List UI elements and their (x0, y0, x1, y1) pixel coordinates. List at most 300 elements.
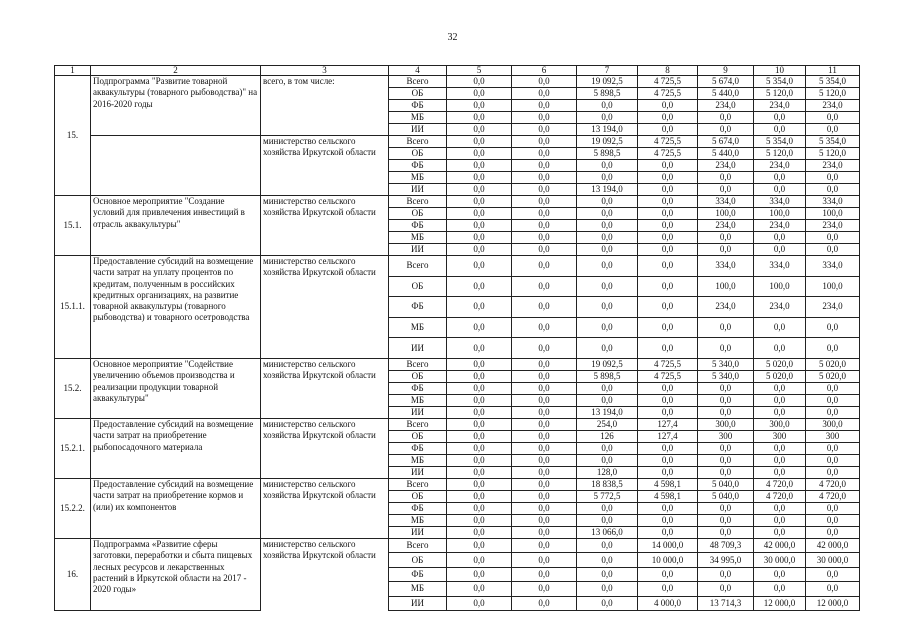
table-row (55, 538, 860, 552)
amount-cell: 0,0 (447, 100, 512, 112)
amount-cell: 4 720,0 (806, 478, 860, 490)
amount-cell: 0,0 (638, 196, 698, 208)
amount-cell: 5 898,5 (577, 148, 638, 160)
amount-cell: 234,0 (806, 100, 860, 112)
amount-cell: 0,0 (447, 478, 512, 490)
amount-cell: 0,0 (806, 382, 860, 394)
amount-cell: 0,0 (638, 220, 698, 232)
amount-cell: 100,0 (698, 208, 754, 220)
amount-cell: 0,0 (638, 244, 698, 256)
funding-source: ОБ (389, 276, 447, 297)
amount-cell: 18 838,5 (577, 478, 638, 490)
amount-cell: 0,0 (698, 582, 754, 596)
amount-cell: 0,0 (698, 112, 754, 124)
executor: министерство сельского хозяйства Иркутской области (261, 538, 389, 610)
amount-cell: 234,0 (806, 220, 860, 232)
amount-cell: 12 000,0 (754, 596, 806, 610)
amount-cell: 0,0 (698, 526, 754, 538)
amount-cell: 0,0 (512, 100, 577, 112)
amount-cell: 0,0 (806, 502, 860, 514)
amount-cell: 0,0 (447, 338, 512, 359)
amount-cell: 0,0 (638, 382, 698, 394)
amount-cell: 0,0 (754, 338, 806, 359)
amount-cell: 0,0 (638, 567, 698, 581)
amount-cell: 0,0 (512, 136, 577, 148)
amount-cell: 10 000,0 (638, 553, 698, 567)
funding-source: МБ (389, 172, 447, 184)
amount-cell: 0,0 (698, 567, 754, 581)
amount-cell: 34 995,0 (698, 553, 754, 567)
amount-cell: 5 120,0 (806, 148, 860, 160)
amount-cell: 5 120,0 (754, 148, 806, 160)
column-header: 2 (91, 66, 261, 76)
amount-cell: 0,0 (447, 112, 512, 124)
amount-cell: 4 598,1 (638, 490, 698, 502)
column-header: 3 (261, 66, 389, 76)
table-row (55, 418, 860, 430)
amount-cell: 0,0 (754, 514, 806, 526)
amount-cell: 0,0 (447, 466, 512, 478)
amount-cell: 234,0 (754, 220, 806, 232)
amount-cell: 0,0 (638, 297, 698, 318)
funding-source: МБ (389, 112, 447, 124)
amount-cell: 0,0 (447, 276, 512, 297)
amount-cell: 0,0 (512, 358, 577, 370)
amount-cell: 0,0 (512, 220, 577, 232)
amount-cell: 0,0 (638, 232, 698, 244)
amount-cell: 0,0 (512, 232, 577, 244)
amount-cell: 0,0 (577, 172, 638, 184)
amount-cell: 0,0 (512, 466, 577, 478)
amount-cell: 5 120,0 (754, 88, 806, 100)
amount-cell: 30 000,0 (754, 553, 806, 567)
amount-cell: 334,0 (698, 256, 754, 277)
amount-cell: 12 000,0 (806, 596, 860, 610)
amount-cell: 0,0 (447, 244, 512, 256)
amount-cell: 254,0 (577, 418, 638, 430)
amount-cell: 0,0 (698, 317, 754, 338)
executor: министерство сельского хозяйства Иркутской области (261, 358, 389, 418)
column-header: 5 (447, 66, 512, 76)
amount-cell: 127,4 (638, 418, 698, 430)
amount-cell: 0,0 (638, 256, 698, 277)
amount-cell: 0,0 (512, 406, 577, 418)
amount-cell: 0,0 (512, 454, 577, 466)
executor: всего, в том числе: (261, 76, 389, 136)
amount-cell: 0,0 (577, 442, 638, 454)
amount-cell: 0,0 (638, 112, 698, 124)
amount-cell: 0,0 (577, 338, 638, 359)
amount-cell: 0,0 (512, 196, 577, 208)
amount-cell: 0,0 (447, 454, 512, 466)
amount-cell: 0,0 (806, 466, 860, 478)
amount-cell: 5 020,0 (754, 370, 806, 382)
amount-cell: 0,0 (512, 317, 577, 338)
amount-cell: 4 598,1 (638, 478, 698, 490)
amount-cell: 4 725,5 (638, 370, 698, 382)
amount-cell: 234,0 (754, 160, 806, 172)
amount-cell: 0,0 (577, 514, 638, 526)
amount-cell: 5 354,0 (806, 76, 860, 88)
amount-cell: 0,0 (512, 382, 577, 394)
column-header: 7 (577, 66, 638, 76)
amount-cell: 0,0 (447, 256, 512, 277)
amount-cell: 0,0 (577, 112, 638, 124)
amount-cell: 0,0 (638, 406, 698, 418)
funding-source: МБ (389, 454, 447, 466)
amount-cell: 0,0 (447, 514, 512, 526)
amount-cell: 0,0 (754, 317, 806, 338)
amount-cell: 0,0 (447, 394, 512, 406)
amount-cell: 0,0 (577, 256, 638, 277)
table-row (55, 256, 860, 277)
funding-source: Всего (389, 478, 447, 490)
amount-cell: 0,0 (577, 582, 638, 596)
funding-source: ФБ (389, 502, 447, 514)
amount-cell: 5 020,0 (806, 370, 860, 382)
amount-cell: 0,0 (638, 317, 698, 338)
amount-cell: 126 (577, 430, 638, 442)
amount-cell: 0,0 (638, 160, 698, 172)
amount-cell: 5 020,0 (806, 358, 860, 370)
funding-source: ФБ (389, 297, 447, 318)
amount-cell: 0,0 (638, 208, 698, 220)
amount-cell: 5 898,5 (577, 88, 638, 100)
amount-cell: 14 000,0 (638, 538, 698, 552)
funding-source: ИИ (389, 596, 447, 610)
funding-source: ИИ (389, 466, 447, 478)
amount-cell: 0,0 (806, 526, 860, 538)
funding-source: Всего (389, 136, 447, 148)
amount-cell: 4 725,5 (638, 148, 698, 160)
amount-cell: 0,0 (638, 184, 698, 196)
column-header: 10 (754, 66, 806, 76)
funding-source: ИИ (389, 338, 447, 359)
amount-cell: 0,0 (577, 454, 638, 466)
item-description: Предоставление субсидий на возмещение части затрат на приобретение кормов и (или) их компонентов (91, 478, 261, 538)
header-row (55, 66, 860, 76)
amount-cell: 0,0 (754, 184, 806, 196)
funding-source: ФБ (389, 567, 447, 581)
amount-cell: 0,0 (638, 100, 698, 112)
column-header: 6 (512, 66, 577, 76)
amount-cell: 0,0 (754, 394, 806, 406)
amount-cell: 0,0 (754, 382, 806, 394)
item-description: Предоставление субсидий на возмещение части затрат на уплату процентов по кредитам, полученным в российских кредитных организациях, на развитие товарной аквакультуры (товарного рыбоводства) и товарного осетроводства (91, 256, 261, 359)
funding-source: ФБ (389, 442, 447, 454)
amount-cell: 234,0 (698, 297, 754, 318)
amount-cell: 0,0 (447, 502, 512, 514)
amount-cell: 0,0 (638, 454, 698, 466)
amount-cell: 0,0 (512, 582, 577, 596)
amount-cell: 0,0 (447, 582, 512, 596)
amount-cell: 300 (806, 430, 860, 442)
amount-cell: 0,0 (447, 184, 512, 196)
amount-cell: 0,0 (806, 172, 860, 184)
amount-cell: 30 000,0 (806, 553, 860, 567)
amount-cell: 5 340,0 (698, 358, 754, 370)
amount-cell: 0,0 (698, 184, 754, 196)
amount-cell: 0,0 (447, 442, 512, 454)
amount-cell: 42 000,0 (806, 538, 860, 552)
amount-cell: 0,0 (698, 442, 754, 454)
amount-cell: 0,0 (577, 220, 638, 232)
column-header: 9 (698, 66, 754, 76)
amount-cell: 0,0 (447, 136, 512, 148)
amount-cell: 0,0 (806, 394, 860, 406)
amount-cell: 13 194,0 (577, 124, 638, 136)
amount-cell: 5 772,5 (577, 490, 638, 502)
funding-source: Всего (389, 256, 447, 277)
amount-cell: 0,0 (754, 526, 806, 538)
item-description: Подпрограмма "Развитие товарной аквакультуры (товарного рыбоводства)" на 2016-2020 годы (91, 76, 261, 136)
item-number: 15.2. (55, 358, 91, 418)
amount-cell: 19 092,5 (577, 136, 638, 148)
funding-source: ИИ (389, 406, 447, 418)
funding-source: ОБ (389, 430, 447, 442)
amount-cell: 0,0 (447, 172, 512, 184)
item-number: 16. (55, 538, 91, 610)
amount-cell: 100,0 (754, 276, 806, 297)
amount-cell: 100,0 (806, 208, 860, 220)
funding-source: Всего (389, 358, 447, 370)
funding-source: МБ (389, 232, 447, 244)
executor: министерство сельского хозяйства Иркутской области (261, 478, 389, 538)
amount-cell: 0,0 (698, 406, 754, 418)
amount-cell: 0,0 (512, 478, 577, 490)
item-description: Подпрограмма «Развитие сферы заготовки, переработки и сбыта пищевых лесных ресурсов и лекарственных растений в Иркутской области на 2017 - 2020 годы» (91, 538, 261, 610)
amount-cell: 5 120,0 (806, 88, 860, 100)
amount-cell: 234,0 (754, 297, 806, 318)
table-row (55, 136, 860, 148)
amount-cell: 0,0 (698, 338, 754, 359)
amount-cell: 0,0 (806, 317, 860, 338)
page-number: 32 (447, 32, 458, 43)
amount-cell: 0,0 (512, 172, 577, 184)
amount-cell: 0,0 (638, 124, 698, 136)
amount-cell: 234,0 (754, 100, 806, 112)
amount-cell: 0,0 (806, 582, 860, 596)
amount-cell: 0,0 (577, 244, 638, 256)
amount-cell: 334,0 (754, 256, 806, 277)
amount-cell: 0,0 (754, 124, 806, 136)
amount-cell: 0,0 (512, 256, 577, 277)
amount-cell: 0,0 (512, 76, 577, 88)
item-number: 15.1. (55, 196, 91, 256)
amount-cell: 0,0 (512, 244, 577, 256)
funding-source: ФБ (389, 100, 447, 112)
amount-cell: 13 194,0 (577, 184, 638, 196)
item-description-empty (91, 136, 261, 196)
amount-cell: 0,0 (754, 244, 806, 256)
amount-cell: 0,0 (638, 338, 698, 359)
amount-cell: 0,0 (447, 358, 512, 370)
executor: министерство сельского хозяйства Иркутской области (261, 136, 389, 196)
amount-cell: 5 020,0 (754, 358, 806, 370)
amount-cell: 5 674,0 (698, 136, 754, 148)
amount-cell: 4 725,5 (638, 358, 698, 370)
amount-cell: 5 354,0 (754, 136, 806, 148)
funding-source: МБ (389, 514, 447, 526)
column-header: 11 (806, 66, 860, 76)
amount-cell: 0,0 (512, 88, 577, 100)
funding-source: Всего (389, 538, 447, 552)
item-number: 15.2.1. (55, 418, 91, 478)
amount-cell: 0,0 (698, 124, 754, 136)
funding-source: ОБ (389, 553, 447, 567)
table-row (55, 196, 860, 208)
amount-cell: 0,0 (447, 160, 512, 172)
amount-cell: 0,0 (512, 442, 577, 454)
table-row (55, 478, 860, 490)
amount-cell: 0,0 (806, 454, 860, 466)
funding-source: ФБ (389, 220, 447, 232)
amount-cell: 5 354,0 (754, 76, 806, 88)
amount-cell: 0,0 (698, 172, 754, 184)
amount-cell: 0,0 (447, 208, 512, 220)
amount-cell: 13 194,0 (577, 406, 638, 418)
amount-cell: 0,0 (512, 514, 577, 526)
amount-cell: 0,0 (638, 172, 698, 184)
amount-cell: 5 040,0 (698, 490, 754, 502)
executor: министерство сельского хозяйства Иркутской области (261, 196, 389, 256)
column-header: 1 (55, 66, 91, 76)
amount-cell: 0,0 (447, 124, 512, 136)
executor: министерство сельского хозяйства Иркутской области (261, 256, 389, 359)
amount-cell: 0,0 (754, 567, 806, 581)
amount-cell: 0,0 (577, 567, 638, 581)
amount-cell: 0,0 (806, 338, 860, 359)
amount-cell: 13 714,3 (698, 596, 754, 610)
amount-cell: 0,0 (638, 582, 698, 596)
amount-cell: 0,0 (447, 220, 512, 232)
amount-cell: 0,0 (512, 370, 577, 382)
amount-cell: 334,0 (698, 196, 754, 208)
amount-cell: 0,0 (806, 232, 860, 244)
amount-cell: 0,0 (447, 148, 512, 160)
amount-cell: 0,0 (512, 112, 577, 124)
amount-cell: 4 725,5 (638, 136, 698, 148)
amount-cell: 0,0 (806, 124, 860, 136)
funding-source: МБ (389, 394, 447, 406)
column-header: 4 (389, 66, 447, 76)
funding-source: ИИ (389, 244, 447, 256)
amount-cell: 0,0 (698, 466, 754, 478)
amount-cell: 5 440,0 (698, 148, 754, 160)
amount-cell: 100,0 (698, 276, 754, 297)
amount-cell: 0,0 (698, 232, 754, 244)
amount-cell: 0,0 (806, 184, 860, 196)
amount-cell: 19 092,5 (577, 358, 638, 370)
amount-cell: 0,0 (577, 208, 638, 220)
amount-cell: 334,0 (806, 256, 860, 277)
amount-cell: 0,0 (577, 394, 638, 406)
item-description: Предоставление субсидий на возмещение части затрат на приобретение рыбопосадочного материала (91, 418, 261, 478)
amount-cell: 0,0 (512, 596, 577, 610)
amount-cell: 4 725,5 (638, 76, 698, 88)
amount-cell: 5 340,0 (698, 370, 754, 382)
funding-source: ОБ (389, 88, 447, 100)
amount-cell: 0,0 (577, 538, 638, 552)
amount-cell: 0,0 (806, 567, 860, 581)
item-number: 15. (55, 76, 91, 196)
amount-cell: 0,0 (638, 442, 698, 454)
amount-cell: 0,0 (512, 160, 577, 172)
amount-cell: 5 440,0 (698, 88, 754, 100)
amount-cell: 234,0 (698, 100, 754, 112)
amount-cell: 4 720,0 (806, 490, 860, 502)
amount-cell: 0,0 (577, 276, 638, 297)
amount-cell: 0,0 (512, 208, 577, 220)
item-number: 15.2.2. (55, 478, 91, 538)
table-row (55, 76, 860, 88)
amount-cell: 0,0 (754, 112, 806, 124)
amount-cell: 0,0 (638, 514, 698, 526)
amount-cell: 0,0 (754, 502, 806, 514)
item-number: 15.1.1. (55, 256, 91, 359)
amount-cell: 0,0 (447, 232, 512, 244)
funding-source: Всего (389, 418, 447, 430)
funding-source: ФБ (389, 382, 447, 394)
amount-cell: 0,0 (638, 526, 698, 538)
amount-cell: 0,0 (447, 430, 512, 442)
amount-cell: 0,0 (447, 596, 512, 610)
amount-cell: 0,0 (754, 172, 806, 184)
amount-cell: 0,0 (512, 338, 577, 359)
amount-cell: 0,0 (447, 553, 512, 567)
amount-cell: 234,0 (698, 160, 754, 172)
amount-cell: 0,0 (577, 596, 638, 610)
amount-cell: 0,0 (512, 184, 577, 196)
amount-cell: 0,0 (447, 370, 512, 382)
funding-source: МБ (389, 317, 447, 338)
amount-cell: 0,0 (698, 394, 754, 406)
amount-cell: 0,0 (806, 406, 860, 418)
amount-cell: 0,0 (577, 553, 638, 567)
amount-cell: 0,0 (512, 526, 577, 538)
amount-cell: 0,0 (638, 466, 698, 478)
amount-cell: 42 000,0 (754, 538, 806, 552)
amount-cell: 0,0 (577, 382, 638, 394)
funding-source: МБ (389, 582, 447, 596)
amount-cell: 128,0 (577, 466, 638, 478)
amount-cell: 0,0 (698, 514, 754, 526)
amount-cell: 0,0 (806, 514, 860, 526)
column-header: 8 (638, 66, 698, 76)
amount-cell: 0,0 (754, 442, 806, 454)
amount-cell: 0,0 (447, 382, 512, 394)
executor: министерство сельского хозяйства Иркутской области (261, 418, 389, 478)
amount-cell: 0,0 (512, 418, 577, 430)
funding-source: ИИ (389, 526, 447, 538)
amount-cell: 0,0 (698, 454, 754, 466)
amount-cell: 0,0 (512, 276, 577, 297)
amount-cell: 0,0 (447, 76, 512, 88)
funding-source: ОБ (389, 370, 447, 382)
funding-source: ИИ (389, 124, 447, 136)
amount-cell: 0,0 (577, 160, 638, 172)
amount-cell: 0,0 (447, 196, 512, 208)
amount-cell: 0,0 (806, 442, 860, 454)
amount-cell: 0,0 (638, 502, 698, 514)
amount-cell: 0,0 (447, 88, 512, 100)
amount-cell: 0,0 (512, 490, 577, 502)
amount-cell: 0,0 (512, 553, 577, 567)
amount-cell: 0,0 (754, 454, 806, 466)
amount-cell: 0,0 (754, 232, 806, 244)
amount-cell: 0,0 (447, 538, 512, 552)
amount-cell: 0,0 (577, 232, 638, 244)
